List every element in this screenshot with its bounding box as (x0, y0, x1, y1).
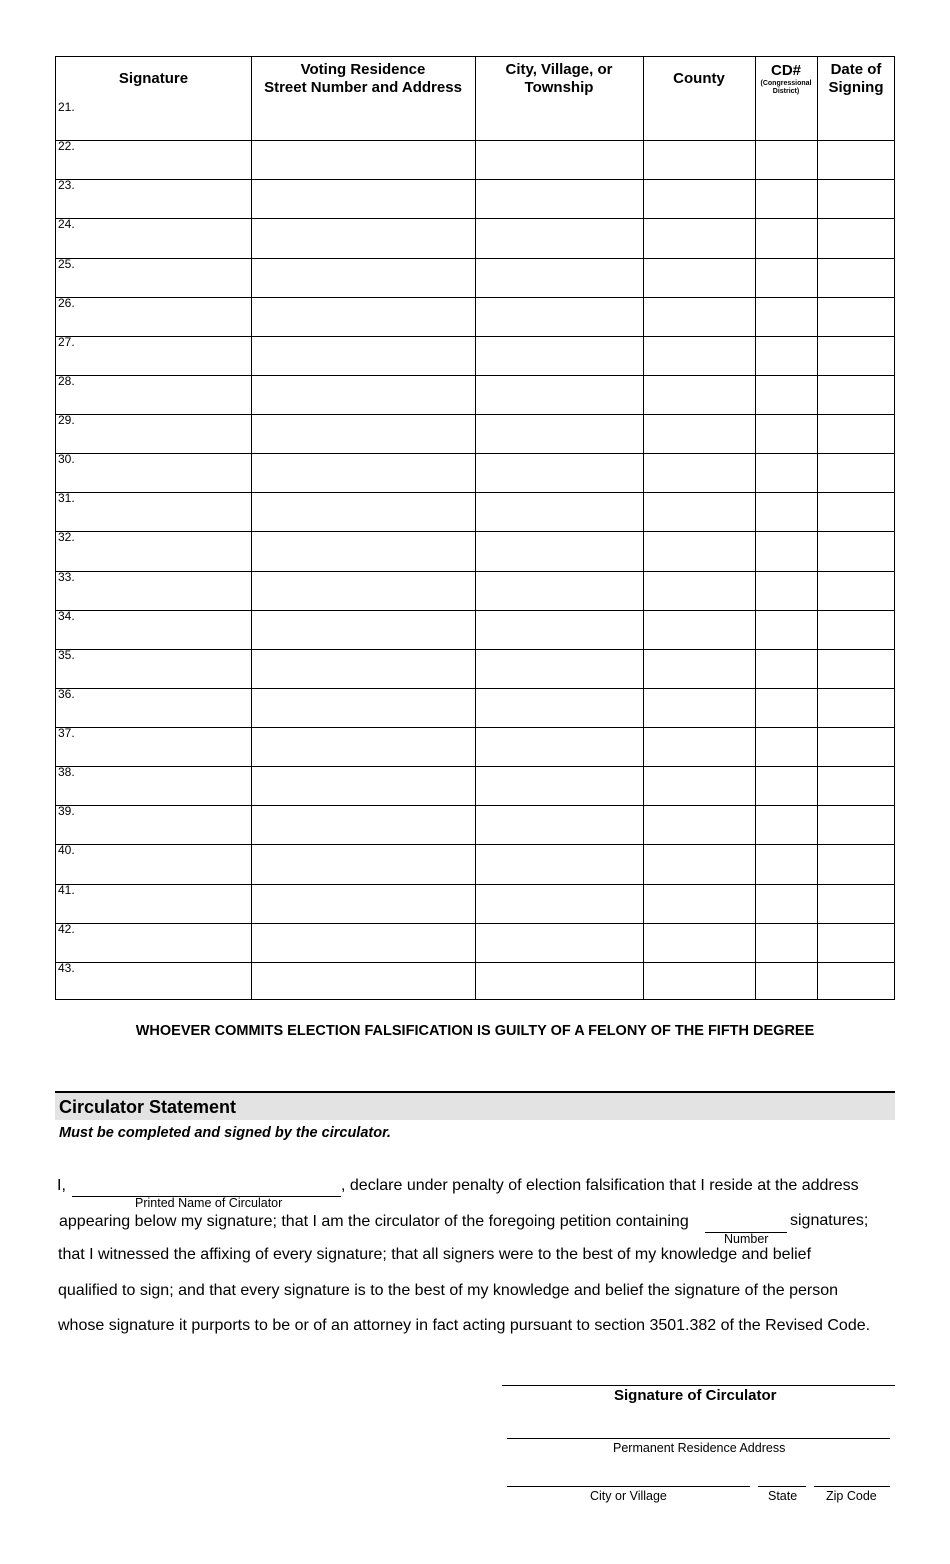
statement-line4: qualified to sign; and that every signature is to the best of my knowledge and belief the signature of the person (58, 1282, 839, 1299)
row-divider (56, 258, 894, 259)
row-divider (56, 218, 894, 219)
row-number: 40. (58, 843, 75, 858)
row-divider (56, 492, 894, 493)
header-date-line1: Date of (830, 61, 882, 78)
row-number: 30. (58, 452, 75, 467)
header-cd-label: CD# (770, 62, 801, 79)
statement-line2-end: signatures; (790, 1212, 869, 1229)
row-number: 39. (58, 804, 75, 819)
row-divider (56, 297, 894, 298)
header-cd (755, 57, 817, 101)
column-divider (817, 57, 818, 999)
felony-warning: WHOEVER COMMITS ELECTION FALSIFICATION IS GUILTY OF A FELONY OF THE FIFTH DEGREE (135, 1023, 815, 1039)
header-city-line1: City, Village, or (505, 61, 613, 78)
header-voting-residence-line2: Street Number and Address (264, 79, 462, 96)
circulator-statement-subtitle: Must be completed and signed by the circulator. (59, 1125, 391, 1141)
row-divider (56, 531, 894, 532)
row-number: 32. (58, 530, 75, 545)
row-divider (56, 884, 894, 885)
row-number: 41. (58, 882, 75, 897)
row-divider (56, 610, 894, 611)
header-city (475, 57, 643, 101)
row-divider (56, 414, 894, 415)
statement-line5: whose signature it purports to be or of an attorney in fact acting pursuant to section 3501.382 of the Revised Code. (58, 1317, 871, 1334)
city-village-field[interactable] (507, 1486, 750, 1487)
statement-line2-start: appearing below my signature; that I am the circulator of the foregoing petition containing (59, 1213, 689, 1230)
header-signature (56, 57, 251, 101)
state-field[interactable] (758, 1486, 806, 1487)
statement-line3: that I witnessed the affixing of every signature; that all signers were to the best of my knowledge and belief (58, 1246, 812, 1263)
row-divider (56, 375, 894, 376)
row-number: 25. (58, 256, 75, 271)
column-divider (475, 57, 476, 999)
row-number: 36. (58, 686, 75, 701)
header-voting-residence-line1: Voting Residence (300, 61, 426, 78)
row-number: 22. (58, 139, 75, 154)
header-signature-label: Signature (118, 70, 189, 87)
residence-address-label: Permanent Residence Address (613, 1441, 786, 1455)
row-number: 27. (58, 334, 75, 349)
signature-of-circulator-label: Signature of Circulator (614, 1387, 777, 1404)
row-divider (56, 140, 894, 141)
statement-line1-end: , declare under penalty of election falsification that I reside at the address (341, 1177, 859, 1194)
row-number: 35. (58, 647, 75, 662)
row-number: 37. (58, 726, 75, 741)
row-divider (56, 962, 894, 963)
row-divider (56, 766, 894, 767)
row-number: 43. (58, 960, 75, 975)
column-divider (251, 57, 252, 999)
row-number: 33. (58, 569, 75, 584)
row-number: 38. (58, 765, 75, 780)
row-divider (56, 179, 894, 180)
header-date-line2: Signing (828, 79, 884, 96)
number-caption: Number (724, 1232, 769, 1246)
row-divider (56, 805, 894, 806)
circulator-signature-field[interactable] (502, 1385, 895, 1386)
printed-name-caption: Printed Name of Circulator (135, 1196, 283, 1210)
row-number: 26. (58, 295, 75, 310)
header-city-line2: Township (524, 79, 594, 96)
circulator-statement-title: Circulator Statement (59, 1097, 237, 1117)
column-divider (643, 57, 644, 999)
row-divider (56, 688, 894, 689)
row-number: 24. (58, 217, 75, 232)
row-divider (56, 453, 894, 454)
row-number: 34. (58, 608, 75, 623)
row-number: 31. (58, 491, 75, 506)
row-divider (56, 571, 894, 572)
residence-address-field[interactable] (507, 1438, 890, 1439)
row-number: 23. (58, 178, 75, 193)
zip-code-label: Zip Code (826, 1489, 877, 1503)
signature-table (55, 56, 895, 1000)
header-county (643, 57, 755, 101)
header-cd-sub-line1: (Congressional (760, 80, 812, 87)
row-divider (56, 336, 894, 337)
row-number: 29. (58, 413, 75, 428)
circulator-section-header (55, 1093, 895, 1120)
city-village-label: City or Village (590, 1489, 667, 1503)
row-divider (56, 649, 894, 650)
header-county-label: County (673, 70, 725, 87)
row-divider (56, 727, 894, 728)
header-voting-residence (251, 57, 475, 101)
zip-code-field[interactable] (814, 1486, 890, 1487)
header-date (817, 57, 895, 101)
row-number: 42. (58, 921, 75, 936)
header-cd-sub-line2: District) (772, 88, 800, 95)
row-divider (56, 923, 894, 924)
statement-line1-start: I, (57, 1177, 66, 1194)
state-label: State (768, 1489, 798, 1503)
row-number: 28. (58, 373, 75, 388)
row-number: 21. (58, 100, 75, 114)
column-divider (755, 57, 756, 999)
row-divider (56, 844, 894, 845)
